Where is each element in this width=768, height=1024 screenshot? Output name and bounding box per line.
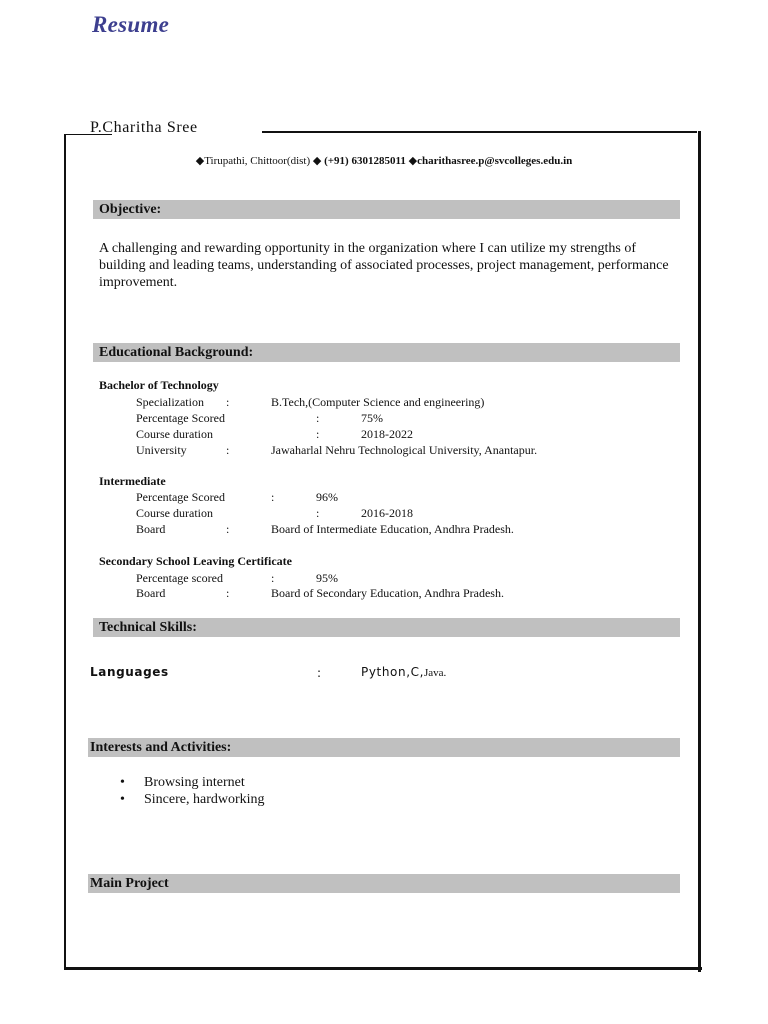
btech-university-value: Jawaharlal Nehru Technological University, Anantapur. xyxy=(271,443,538,457)
inter-duration-value: 2016-2018 xyxy=(361,506,413,520)
diamond-icon: ◆ xyxy=(312,155,322,167)
btech-duration-label: Course duration xyxy=(136,427,213,441)
colon: : xyxy=(226,443,230,457)
contact-phone: (+91) 6301285011 xyxy=(324,155,406,167)
list-item: • Sincere, hardworking xyxy=(120,791,265,808)
colon: : xyxy=(271,571,275,585)
languages-value-main: Python,C, xyxy=(361,665,425,679)
skills-heading: Technical Skills: xyxy=(93,618,680,637)
list-item: • Browsing internet xyxy=(120,774,265,791)
inter-percentage-label: Percentage Scored xyxy=(136,490,225,504)
colon: : xyxy=(317,666,322,680)
colon: : xyxy=(316,411,320,425)
objective-heading: Objective: xyxy=(93,200,680,219)
contact-line xyxy=(0,154,768,167)
btech-percentage-value: 75% xyxy=(361,411,383,425)
ssc-percentage-label: Percentage scored xyxy=(136,571,223,585)
colon: : xyxy=(271,490,275,504)
project-heading: Main Project xyxy=(88,874,680,893)
diamond-icon: ◆ xyxy=(408,155,418,167)
education-heading: Educational Background: xyxy=(93,343,680,362)
languages-value xyxy=(361,665,446,679)
resume-title: Resume xyxy=(92,12,170,37)
colon: : xyxy=(226,522,230,536)
ssc-percentage-value: 95% xyxy=(316,571,338,585)
ssc-board-label: Board xyxy=(136,586,166,600)
colon: : xyxy=(226,395,230,409)
interests-list xyxy=(120,774,265,808)
btech-university-label: University xyxy=(136,443,187,457)
contact-location: Tirupathi, Chittoor(dist) xyxy=(204,155,311,167)
inter-duration-label: Course duration xyxy=(136,506,213,520)
colon: : xyxy=(226,586,230,600)
ssc-title: Secondary School Leaving Certificate xyxy=(99,554,292,568)
btech-percentage-label: Percentage Scored xyxy=(136,411,225,425)
frame-right-border xyxy=(698,131,701,972)
inter-percentage-value: 96% xyxy=(316,490,338,504)
diamond-icon: ◆ xyxy=(195,155,205,167)
header-rule xyxy=(262,131,697,133)
btech-duration-value: 2018-2022 xyxy=(361,427,413,441)
colon: : xyxy=(316,427,320,441)
colon: : xyxy=(316,506,320,520)
contact-email: charithasree.p@svcolleges.edu.in xyxy=(417,155,573,167)
btech-specialization-label: Specialization xyxy=(136,395,204,409)
ssc-board-value: Board of Secondary Education, Andhra Pradesh. xyxy=(271,586,504,600)
languages-value-tail: Java. xyxy=(424,667,447,679)
inter-board-value: Board of Intermediate Education, Andhra Pradesh. xyxy=(271,522,514,536)
frame-bottom-border xyxy=(64,967,702,970)
inter-title: Intermediate xyxy=(99,474,166,488)
candidate-name: P.Charitha Sree xyxy=(90,119,198,136)
objective-text: A challenging and rewarding opportunity in the organization where I can utilize my strengths of building and leading teams, understanding of associated processes, project management, performance improvement. xyxy=(99,241,669,290)
inter-board-label: Board xyxy=(136,522,166,536)
btech-title: Bachelor of Technology xyxy=(99,378,219,392)
interests-heading: Interests and Activities: xyxy=(88,738,680,757)
frame-left-border xyxy=(64,134,66,970)
btech-specialization-value: B.Tech,(Computer Science and engineering) xyxy=(271,395,485,409)
languages-label: Languages xyxy=(90,665,169,679)
